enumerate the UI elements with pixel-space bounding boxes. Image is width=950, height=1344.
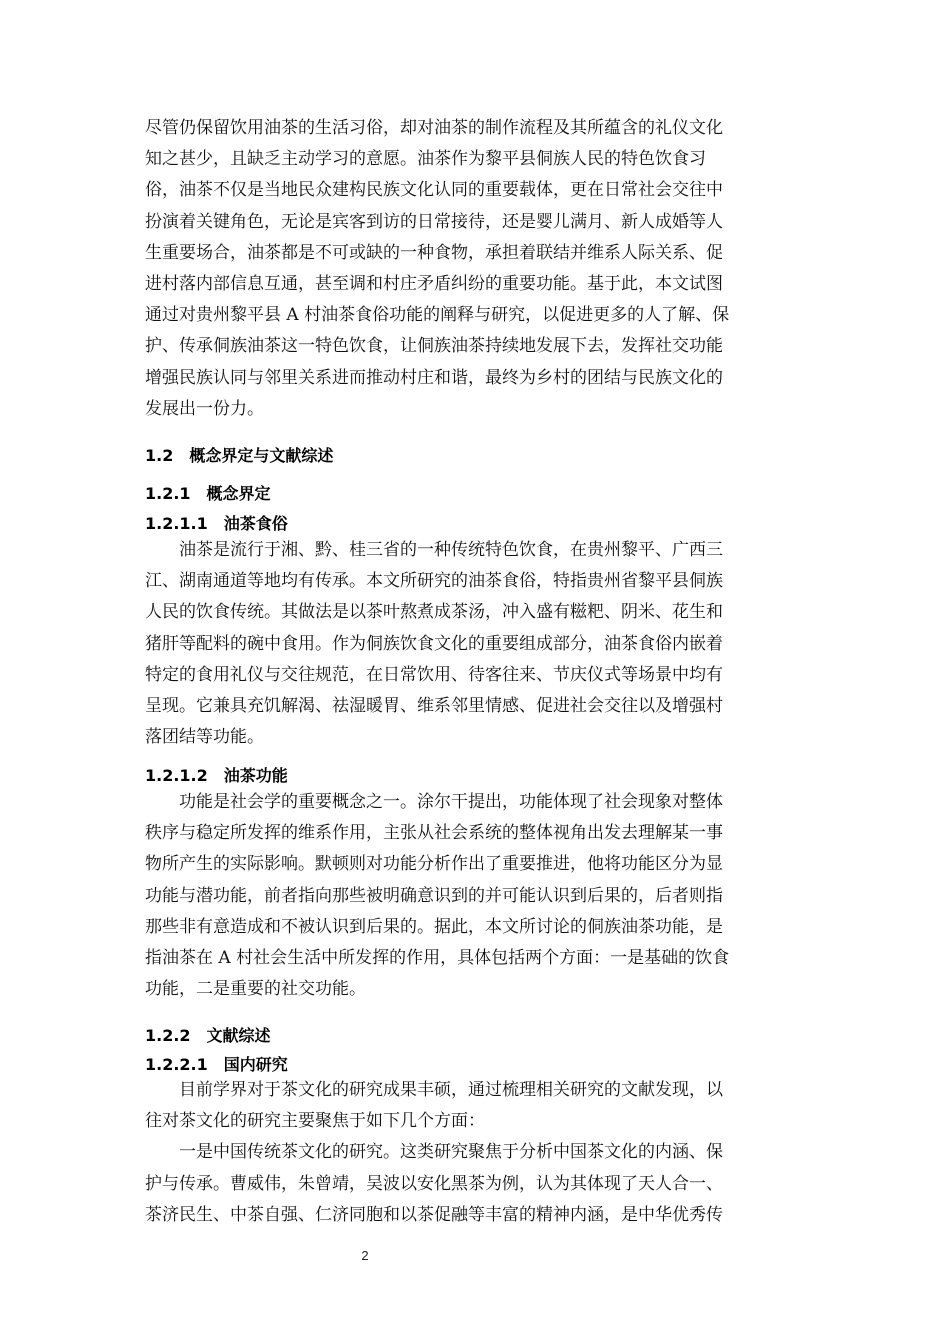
page-number: 2 bbox=[361, 1248, 369, 1263]
text-line: 目前学界对于茶文化的研究成果丰硕，通过梳理相关研究的文献发现，以 bbox=[145, 1080, 723, 1100]
text-line: 油茶是流行于湘、黔、桂三省的一种传统特色饮食，在贵州黎平、广西三 bbox=[145, 540, 723, 560]
text-line: 落团结等功能。 bbox=[145, 727, 264, 747]
section-heading-1-2-2: 1.2.2 文献综述 bbox=[145, 1026, 271, 1045]
text-line: 俗，油茶不仅是当地民众建构民族文化认同的重要载体，更在日常社会交往中 bbox=[145, 180, 723, 200]
text-line: 往对茶文化的研究主要聚焦于如下几个方面： bbox=[145, 1111, 485, 1131]
text-line: 物所产生的实际影响。默顿则对功能分析作出了重要推进，他将功能区分为显 bbox=[145, 854, 723, 874]
text-line: 知之甚少，且缺乏主动学习的意愿。油茶作为黎平县侗族人民的特色饮食习 bbox=[145, 149, 706, 169]
section-heading-1-2: 1.2 概念界定与文献综述 bbox=[145, 446, 334, 465]
text-line: 生重要场合，油茶都是不可或缺的一种食物，承担着联结并维系人际关系、促 bbox=[145, 243, 723, 263]
text-line: 一是中国传统茶文化的研究。这类研究聚焦于分析中国茶文化的内涵、保 bbox=[145, 1142, 723, 1162]
text-line: 护、传承侗族油茶这一特色饮食，让侗族油茶持续地发展下去，发挥社交功能 bbox=[145, 336, 723, 356]
text-line: 那些非有意造成和不被认识到后果的。据此，本文所讨论的侗族油茶功能，是 bbox=[145, 917, 723, 937]
text-line: 功能，二是重要的社交功能。 bbox=[145, 979, 366, 999]
text-line: 尽管仍保留饮用油茶的生活习俗，却对油茶的制作流程及其所蕴含的礼仪文化 bbox=[145, 118, 723, 138]
section-heading-1-2-1: 1.2.1 概念界定 bbox=[145, 484, 271, 503]
text-line: 护与传承。曹威伟，朱曾靖，吴波以安化黑茶为例，认为其体现了天人合一、 bbox=[145, 1174, 723, 1194]
text-line: 增强民族认同与邻里关系进而推动村庄和谐，最终为乡村的团结与民族文化的 bbox=[145, 368, 723, 388]
section-heading-1-2-1-1: 1.2.1.1 油茶食俗 bbox=[145, 514, 288, 533]
text-line: 通过对贵州黎平县 A 村油茶食俗功能的阐释与研究，以促进更多的人了解、保 bbox=[145, 305, 730, 325]
text-line: 进村落内部信息互通，甚至调和村庄矛盾纠纷的重要功能。基于此，本文试图 bbox=[145, 274, 723, 294]
text-line: 特定的食用礼仪与交往规范，在日常饮用、待客往来、节庆仪式等场景中均有 bbox=[145, 665, 723, 685]
text-line: 功能与潜功能，前者指向那些被明确意识到的并可能认识到后果的，后者则指 bbox=[145, 886, 723, 906]
section-heading-1-2-2-1: 1.2.2.1 国内研究 bbox=[145, 1055, 288, 1074]
text-line: 猪肝等配料的碗中食用。作为侗族饮食文化的重要组成部分，油茶食俗内嵌着 bbox=[145, 634, 723, 654]
text-line: 扮演着关键角色，无论是宾客到访的日常接待，还是婴儿满月、新人成婚等人 bbox=[145, 212, 723, 232]
text-line: 人民的饮食传统。其做法是以茶叶熬煮成茶汤，冲入盛有糍粑、阴米、花生和 bbox=[145, 602, 723, 622]
text-line: 江、湖南通道等地均有传承。本文所研究的油茶食俗，特指贵州省黎平县侗族 bbox=[145, 571, 723, 591]
text-line: 指油茶在 A 村社会生活中所发挥的作用，具体包括两个方面：一是基础的饮食 bbox=[145, 948, 730, 968]
text-line: 呈现。它兼具充饥解渴、祛湿暖胃、维系邻里情感、促进社会交往以及增强村 bbox=[145, 696, 723, 716]
text-line: 茶济民生、中茶自强、仁济同胞和以茶促融等丰富的精神内涵，是中华优秀传 bbox=[145, 1205, 723, 1225]
text-line: 发展出一份力。 bbox=[145, 399, 264, 419]
text-line: 功能是社会学的重要概念之一。涂尔干提出，功能体现了社会现象对整体 bbox=[145, 792, 723, 812]
section-heading-1-2-1-2: 1.2.1.2 油茶功能 bbox=[145, 766, 288, 785]
text-line: 秩序与稳定所发挥的维系作用，主张从社会系统的整体视角出发去理解某一事 bbox=[145, 823, 723, 843]
